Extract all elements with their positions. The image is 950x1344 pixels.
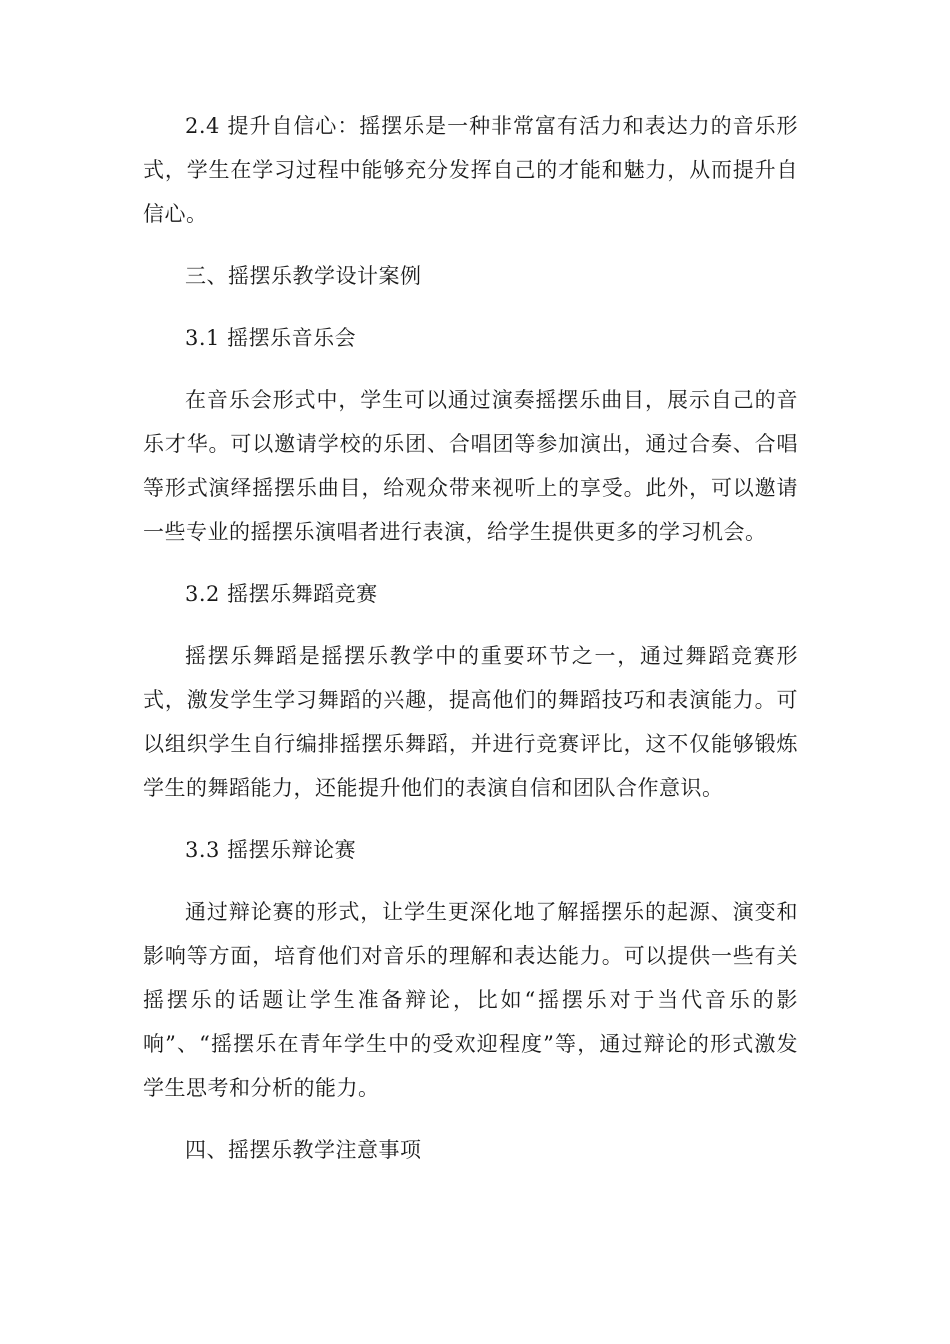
paragraph-dance: 摇摆乐舞蹈是摇摆乐教学中的重要环节之一，通过舞蹈竞赛形式，激发学生学习舞蹈的兴趣，提高他们的舞蹈技巧和表演能力。可以组织学生自行编排摇摆乐舞蹈，并进行竞赛评比，这不仅能够锻炼学生的舞蹈能力，还能提升他们的表演自信和团队合作意识。 xyxy=(143,644,798,800)
subheading-3-3: 3.3 摇摆乐辩论赛 xyxy=(185,838,357,862)
section-heading-4: 四、摇摆乐教学注意事项 xyxy=(185,1138,422,1162)
paragraph-confidence: 2.4 提升自信心：摇摆乐是一种非常富有活力和表达力的音乐形式，学生在学习过程中能够充分发挥自己的才能和魅力，从而提升自信心。 xyxy=(143,114,798,226)
subheading-3-1: 3.1 摇摆乐音乐会 xyxy=(185,326,357,350)
paragraph-concert: 在音乐会形式中，学生可以通过演奏摇摆乐曲目，展示自己的音乐才华。可以邀请学校的乐团、合唱团等参加演出，通过合奏、合唱等形式演绎摇摆乐曲目，给观众带来视听上的享受。此外，可以邀请一些专业的摇摆乐演唱者进行表演，给学生提供更多的学习机会。 xyxy=(143,388,798,544)
document-body xyxy=(143,104,798,1190)
subheading-3-2: 3.2 摇摆乐舞蹈竞赛 xyxy=(185,582,378,606)
section-heading-3: 三、摇摆乐教学设计案例 xyxy=(185,264,422,288)
paragraph-debate: 通过辩论赛的形式，让学生更深化地了解摇摆乐的起源、演变和影响等方面，培育他们对音乐的理解和表达能力。可以提供一些有关摇摆乐的话题让学生准备辩论，比如“摇摆乐对于当代音乐的影响”、“摇摆乐在青年学生中的受欢迎程度”等，通过辩论的形式激发学生思考和分析的能力。 xyxy=(143,900,798,1100)
